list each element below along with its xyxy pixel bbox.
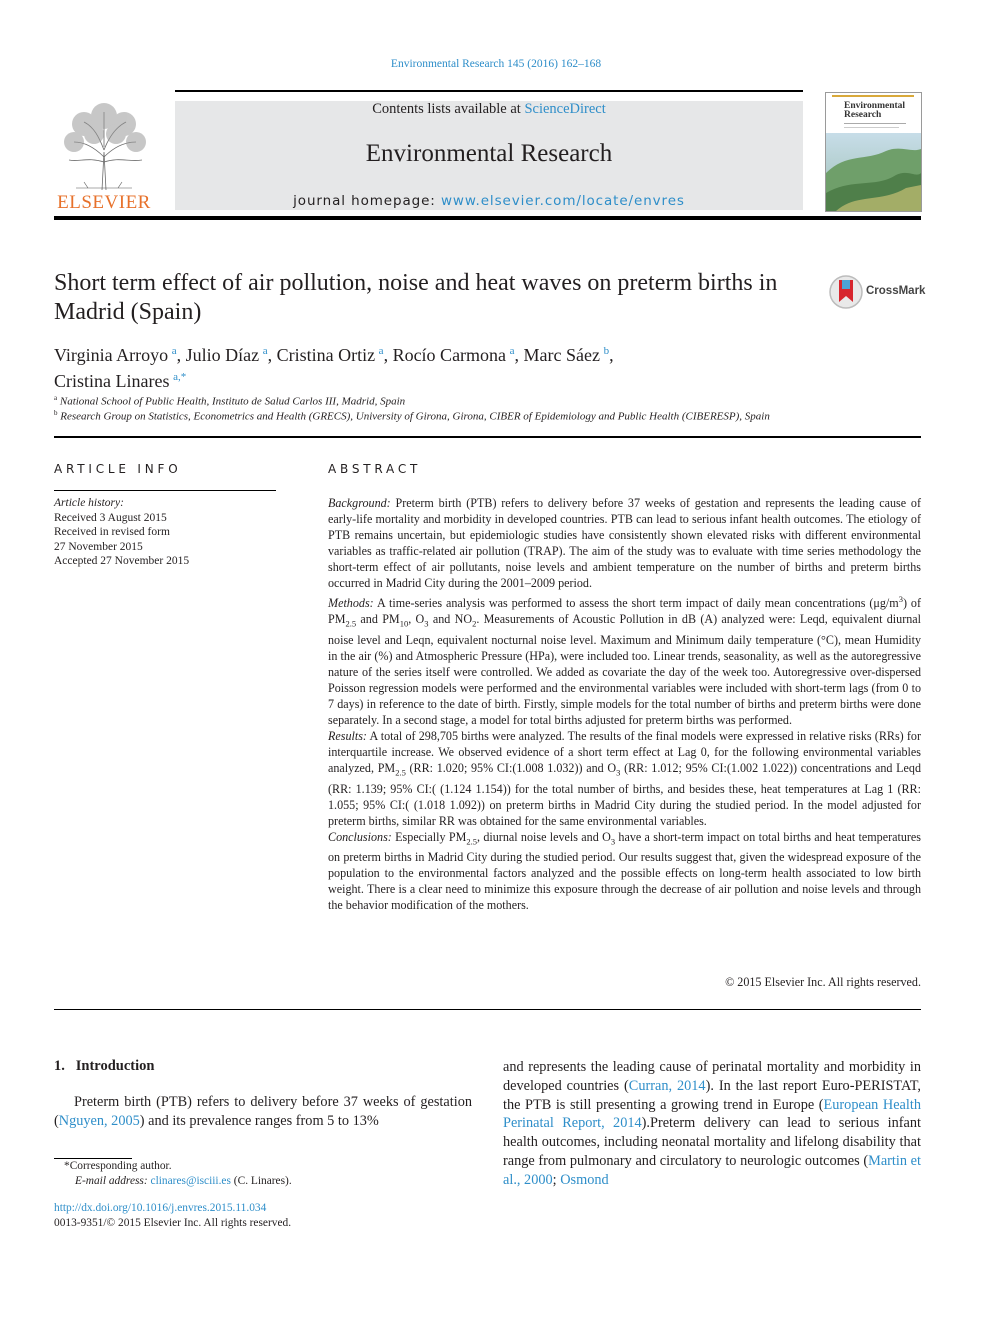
citation-link[interactable]: European Health Perinatal Report, 2014 [503,1096,921,1132]
author-affil-mark[interactable]: a [171,345,177,357]
history-line: 27 November 2015 [54,540,143,553]
doi-link[interactable] [54,1202,266,1214]
intro-text: ) and its prevalence ranges from 5 to 13% [139,1112,379,1129]
journal-homepage [175,193,803,209]
author[interactable] [393,345,515,365]
affiliation-mark: a [54,394,58,402]
author[interactable] [277,345,384,365]
author-name: Cristina Linares [54,371,170,391]
author-name: Julio Díaz [185,345,260,365]
methods-text: and NO [428,612,473,627]
subscript: 10 [399,618,409,629]
author-separator: , [267,345,277,365]
article-info-heading: ARTICLE INFO [54,462,182,476]
author-affil-mark[interactable]: a [262,345,268,357]
intro-text: ; [552,1171,561,1188]
intro-text: and represents the leading cause of perinatal mortality and morbidity in developed countries ( [503,1059,921,1094]
citation-link[interactable]: Osmond [560,1171,609,1188]
methods-text: . Measurements of Acoustic Pollution in dB (A) analyzed were: Leqd, equivalent diurnal noise level and Leqn, equivalent nocturnal noise level. Maximum and Minimum daily temperature (°C), mean Humidity in the air (%) and Atmospheric Pressure (HPa), were included too. Linear trends, seasonality, as well as the autoregressive nature of the series itself were controlled. We added as covariate the day of the week too. Autoregressive over-dispersed Poisson regression models were performed and the environmental variables were included with short-term lags (from 0 to 7 days) in reference to the date of birth. Firstly, simple models for the total number of births and preterm births were done separately. In a second stage, a model for total births adjusted for preterm births was performed. [328,612,922,728]
author-separator: , [176,345,186,365]
abstract-heading: ABSTRACT [328,462,422,476]
email-note [75,1175,292,1187]
subscript: 3 [424,618,429,629]
history-line: Accepted 27 November 2015 [54,555,190,568]
intro-right-column [503,1058,921,1190]
conclusions-label: Conclusions: [328,829,392,844]
homepage-prefix: journal homepage: [293,193,441,209]
intro-left-column [54,1093,472,1131]
author[interactable] [54,371,186,391]
history-label: Article history: [54,497,124,509]
affiliation-mark: b [54,409,58,417]
author[interactable] [54,345,177,365]
author-separator: , [514,345,524,365]
results-label: Results: [328,729,367,744]
journal-cover-thumbnail[interactable] [825,92,922,212]
author-separator: , [609,345,614,365]
abstract-copyright: © 2015 Elsevier Inc. All rights reserved. [725,975,921,989]
author-name: Marc Sáez [523,345,601,365]
contents-line [175,101,803,118]
results-text: (RR: 1.012; 95% CI:(1.002 1.022)) concentrations and Leqd (RR: 1.139; 95% CI:( (1.124 1.154)) for the total number of births, and besides these, heat temperatures at Lag 1 (RR: 1.055; 95% CI:( (1.018 1.092)) on preterm births in Madrid City during the studied period. In the model adjusted for preterm births, similar RR was obtained for the same environmental variables. [328,761,922,828]
asterisk-mark: * [64,1160,70,1172]
background-label: Background: [328,496,391,510]
corresponding-text: Corresponding author. [69,1160,172,1172]
article-info-rule [54,490,276,491]
sciencedirect-link[interactable]: ScienceDirect [524,101,606,117]
email-owner: (C. Linares). [233,1175,292,1187]
methods-label: Methods: [328,596,374,611]
contents-prefix: Contents lists available at [372,101,525,117]
section-number: 1. [54,1058,65,1074]
author-name: Cristina Ortiz [276,345,376,365]
affiliation-text: National School of Public Health, Instituto de Salud Carlos III, Madrid, Spain [59,395,406,408]
methods-text: and PM [356,612,400,627]
journal-name: Environmental Research [365,140,613,167]
email-label: E-mail address: [75,1175,148,1187]
history-line: Received 3 August 2015 [54,511,167,524]
author-affil-mark[interactable]: a [509,345,515,357]
crossmark-badge[interactable] [828,274,926,310]
abstract-background [328,495,921,591]
section-divider [54,436,921,438]
methods-text: , O [408,612,425,627]
intro-text: Preterm birth (PTB) refers to delivery before 37 weeks of gestation ( [54,1094,472,1129]
subscript: 2.5 [395,767,406,778]
homepage-link[interactable]: www.elsevier.com/locate/envres [440,193,685,209]
introduction-heading [54,1058,154,1075]
header-top-rule [175,90,803,92]
history-line: Received in revised form [54,526,170,539]
subscript: 2 [472,618,477,629]
author[interactable] [186,345,268,365]
header-thick-rule [54,216,921,220]
author-list [54,340,834,392]
author-name: Virginia Arroyo [54,345,169,365]
citation-link[interactable]: Curran, 2014 [628,1077,706,1094]
citation-link[interactable]: Nguyen, 2005 [58,1112,140,1129]
abstract-results [328,728,921,829]
footnote-rule [54,1158,132,1159]
abstract-body [328,495,921,913]
author-affil-mark[interactable]: b [603,345,610,357]
article-history [54,496,276,569]
intro-text: ).Preterm delivery can lead to serious infant health outcomes, including neonatal mortality and lifelong disability that range from pulmonary and circulatory to neurologic outcomes ( [503,1115,921,1169]
methods-text: ) of PM [328,596,921,627]
subscript: 3 [610,836,616,847]
methods-text: A time-series analysis was performed to assess the short term impact of daily mean concentrations (μg/m [376,596,899,611]
section-title: Introduction [75,1058,155,1074]
conclusions-text: have a short-term impact on total births and heat temperatures on preterm births in Madrid City during the studied period. Our results suggest that, given the widespread exposure of the population to the environmental factors analyzed and the possible effects on long-term health associated to low birth weight. There is a clear need to minimize this exposure through the decrease of air pollution and noise levels and through the behavior modification of the mothers. [328,829,921,913]
results-text: A total of 298,705 births were analyzed. The results of the final models were expressed in relative risks (RRs) for interquartile increase. We observed evidence of a short term effect at Lag 0, for the following environmental variables analyzed, PM [328,729,921,776]
journal-citation[interactable]: Environmental Research 145 (2016) 162–168 [390,58,602,70]
cover-title: Environmental Research [844,101,906,120]
corresponding-author-note [64,1160,172,1172]
conclusions-text: Especially PM [395,829,467,844]
abstract-methods [328,591,921,728]
abstract-bottom-rule [54,1009,921,1010]
citation-link[interactable]: Martin et al., 2000 [503,1152,921,1188]
author-name: Rocío Carmona [392,345,507,365]
abstract-conclusions [328,829,921,914]
conclusions-text: , diurnal noise levels and O [476,829,611,844]
author[interactable] [524,345,610,365]
affiliation-text: Research Group on Statistics, Econometrics and Health (GRECS), University of Girona, Girona, CIBER of Epidemiology and Public Health (CIBERESP), Spain [60,410,770,423]
author-affil-mark[interactable]: a,* [173,371,187,383]
crossmark-label: CrossMark [866,285,926,297]
affiliation-a [54,394,405,408]
background-text: Preterm birth (PTB) refers to delivery before 37 weeks of gestation and represents the leading cause of early-life mortality and morbidity in developed countries. PTB can lead to serious infant health outcomes. The etiology of PTB remains uncertain, but epidemiologic studies have consistently shown elevated risks with different environmental variables as traffic-related air pollution (TRAP). The aim of the study was to evaluate with time series methodology the short-term effect of air pollutants, noise levels and ambient temperature on the number of births and preterm births occurred in Madrid City during the 2001–2009 period. [328,496,921,591]
subscript: 3 [616,767,621,778]
doi-text[interactable]: http://dx.doi.org/10.1016/j.envres.2015.11.034 [54,1202,267,1214]
affiliation-b [54,409,770,423]
issn-line: 0013-9351/© 2015 Elsevier Inc. All rights reserved. [54,1217,292,1229]
subscript: 2.5 [466,836,477,847]
article-title: Short term effect of air pollution, noise and heat waves on preterm births in Madrid (Spain) [54,270,778,325]
subscript: 2.5 [345,618,357,629]
elsevier-wordmark[interactable]: ELSEVIER [57,192,151,213]
author-separator: , [383,345,393,365]
email-link[interactable]: clinares@isciii.es [150,1175,231,1187]
results-text: (RR: 1.020; 95% CI:(1.008 1.032)) and O [405,761,617,776]
author-affil-mark[interactable]: a [378,345,384,357]
crossmark-icon [828,274,864,310]
superscript: 3 [898,594,903,605]
intro-text: ). In the last report Euro-PERISTAT, the PTB is still presenting a growing trend in Europe ( [503,1077,921,1113]
